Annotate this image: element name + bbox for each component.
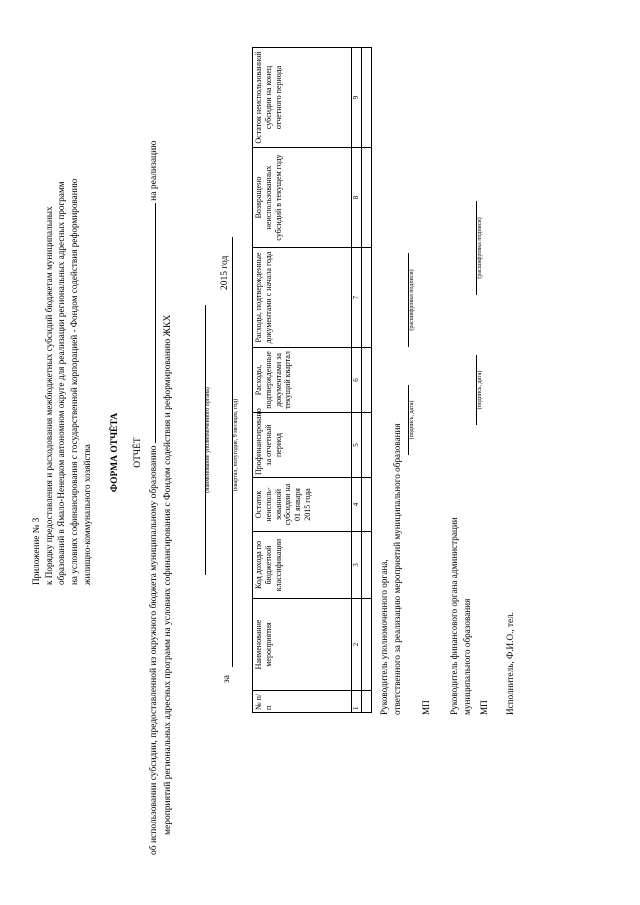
period-blank[interactable] [222,237,233,667]
header-closing-balance: Остаток неиспользованной субсидии на конец отчетного периода [253,48,352,148]
table-cell[interactable] [362,599,372,691]
appendix-line: образований в Ямало-Ненецком автономном округе для реализации региональных адресных программ [56,181,67,585]
table-header-row [253,48,352,713]
subtitle-part2: на реализацию [149,140,159,201]
authority-caption: (наименование уполномоченного органа) [205,387,211,493]
finance-decode-blank[interactable] [466,201,477,295]
subtitle-part1: об использовании субсидии, предоставленной из окружного бюджета муниципальному образованию [149,445,159,855]
subtitle-line2: мероприятий региональных адресных программ на условиях софинансирования с Фондом содействия и реформированию ЖКХ [162,314,173,835]
appendix-line: к Порядку предоставления и расходования межбюджетных субсидий бюджетам муниципальных [43,206,54,585]
appendix-block [30,30,93,585]
header-financed: Профинансировано за отчетный период [253,413,352,478]
authority-head-line: ответственного за реализацию мероприятий муниципального образования [391,423,402,715]
header-opening-balance: Остаток неисполь-зованной субсидии на 01 января 2015 года [253,478,352,532]
table-cell[interactable] [362,148,372,248]
column-number: 8 [352,148,362,248]
report-subtitle [146,35,176,855]
table-number-row [352,48,362,713]
period-for-label: за [222,675,232,683]
period-caption: (квартал, полугодие, 9 месяцев, год) [233,398,239,492]
header-expenses-quarter: Расходы, подтвержденные документами за текущий квартал [253,348,352,413]
appendix-line: жилищно-коммунального хозяйства [81,444,92,585]
table-cell[interactable] [362,532,372,599]
table-cell[interactable] [362,48,372,148]
stamp-label-1: МП [421,700,431,715]
table-cell[interactable] [362,691,372,713]
report-table [252,47,372,713]
authority-sign-blank[interactable] [398,385,409,455]
header-number: № п/п [253,691,352,713]
column-number: 7 [352,248,362,348]
header-activity: Наименование мероприятия [253,599,352,691]
authority-head-line: Руководитель уполномоченного органа, [379,559,389,715]
executor-label: Исполнитель, Ф.И.О., тел. [505,612,515,715]
header-returned: Возвращено неиспользованных субсидий в текущем году [253,148,352,248]
header-income-code: Код дохода по бюджетной классификации [253,532,352,599]
table-cell[interactable] [362,478,372,532]
column-number: 2 [352,599,362,691]
report-title: ОТЧЁТ [133,437,143,468]
finance-decode-caption: (расшифровка подписи) [477,217,483,279]
finance-sign-blank[interactable] [466,355,477,425]
form-title: ФОРМА ОТЧЁТА [110,412,120,493]
appendix-line: Приложение № 3 [31,517,41,585]
column-number: 4 [352,478,362,532]
authority-head-label [378,423,404,715]
finance-head-label [448,517,474,715]
appendix-line: на условиях софинансирования с государственной корпорацией - Фондом содействия реформированию [69,178,80,585]
period-year: 2015 год [220,255,230,290]
column-number: 1 [352,691,362,713]
stamp-label-2: МП [479,700,489,715]
finance-head-line: Руководитель финансового органа администрации [449,517,459,715]
header-expenses-year: Расходы, подтвержденные документами с начала года [253,248,352,348]
column-number: 3 [352,532,362,599]
municipality-blank[interactable] [146,203,156,443]
finance-sign-caption: (подпись, дата) [477,370,483,410]
column-number: 6 [352,348,362,413]
finance-head-line: муниципального образования [461,598,472,715]
column-number: 9 [352,48,362,148]
table-row [362,48,372,713]
authority-decode-blank[interactable] [398,253,409,347]
table-cell[interactable] [362,248,372,348]
table-cell[interactable] [362,413,372,478]
authority-decode-caption: (расшифровка подписи) [409,269,415,331]
authority-sign-caption: (подпись, дата) [409,400,415,440]
column-number: 5 [352,413,362,478]
table-cell[interactable] [362,348,372,413]
